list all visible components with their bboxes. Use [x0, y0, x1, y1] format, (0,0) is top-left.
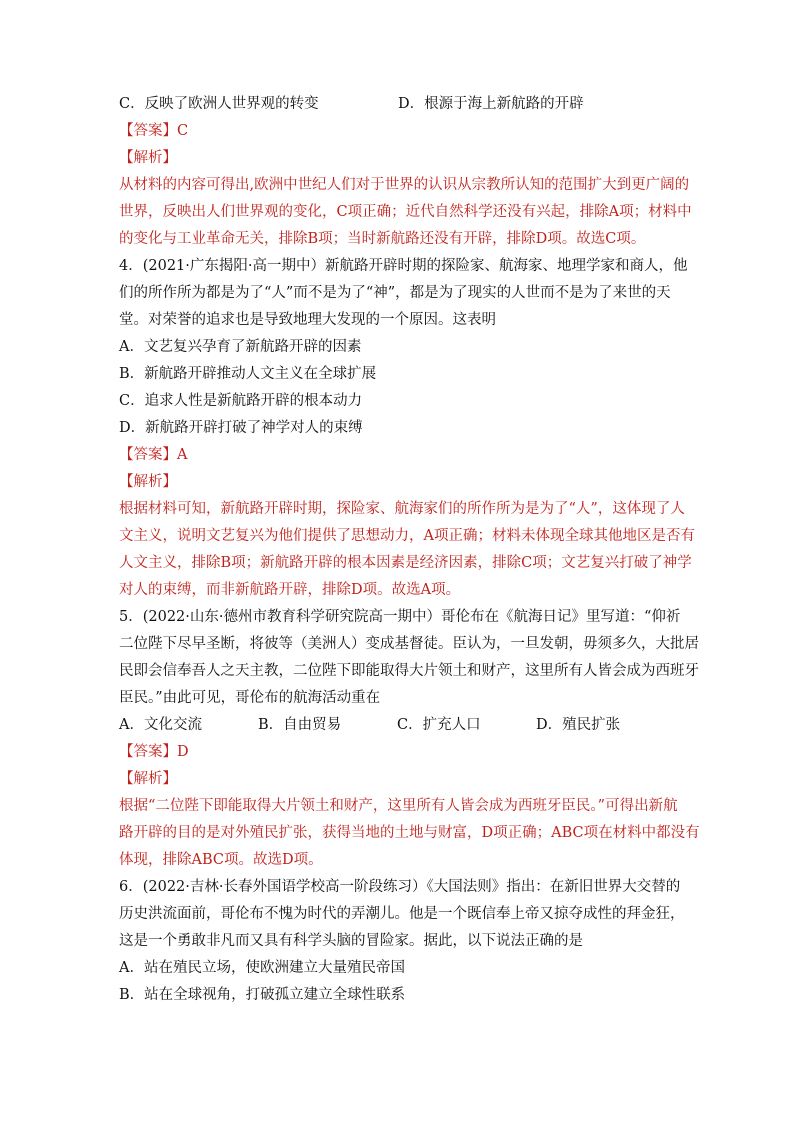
q4-option-b: B．新航路开辟推动人文主义在全球扩展 — [119, 366, 377, 382]
q5-stem-line: 民即会信奉吾人之天主教，二位陛下即能取得大片领土和财产，这里所有人皆会成为西班牙 — [119, 663, 699, 679]
q4-analysis-line: 根据材料可知，新航路开辟时期，探险家、航海家们的所作所为是为了“人”，这体现了人 — [119, 501, 685, 517]
q5-option-c: C．扩充人口 — [397, 717, 481, 733]
q4-analysis-line: 文主义，说明文艺复兴为他们提供了思想动力，A项正确；材料未体现全球其他地区是否有 — [119, 528, 695, 544]
q5-option-b: B．自由贸易 — [258, 717, 342, 733]
q5-stem-line: 臣民。”由此可见，哥伦布的航海活动重在 — [119, 690, 381, 706]
q3-options-row — [119, 91, 679, 118]
q3-option-d: D．根源于海上新航路的开辟 — [398, 96, 584, 112]
q5-stem-line: 5．(2022·山东·德州市教育科学研究院高一期中）哥伦布在《航海日记》里写道：“仰祈 — [119, 609, 681, 625]
q5-answer: 【答案】D — [119, 744, 189, 760]
q5-option-a: A．文化交流 — [119, 717, 202, 733]
q5-analysis-line: 路开辟的目的是对外殖民扩张，获得当地的土地与财富，D项正确；ABC项在材料中都没有 — [119, 825, 700, 841]
q4-option-a: A．文艺复兴孕育了新航路开辟的因素 — [119, 339, 362, 355]
q4-option-d: D．新航路开辟打破了神学对人的束缚 — [119, 420, 363, 436]
q5-option-d: D．殖民扩张 — [536, 717, 621, 733]
q6-option-a: A．站在殖民立场，使欧洲建立大量殖民帝国 — [119, 960, 405, 976]
q3-answer: 【答案】C — [119, 123, 189, 139]
q5-options-row — [119, 712, 679, 739]
q4-analysis-line: 人文主义，排除B项；新航路开辟的根本因素是经济因素，排除C项；文艺复兴打破了神学 — [119, 555, 692, 571]
q4-stem-line: 们的所作所为都是为了“人”而不是为了“神”，都是为了现实的人世而不是为了来世的天 — [119, 285, 671, 301]
q4-stem-line: 4．(2021·广东揭阳·高一期中）新航路开辟时期的探险家、航海家、地理学家和商人，他 — [119, 258, 688, 274]
q4-answer: 【答案】A — [119, 447, 188, 463]
q4-option-c: C．追求人性是新航路开辟的根本动力 — [119, 393, 363, 409]
q4-analysis-line: 对人的束缚，而非新航路开辟，排除D项。故选A项。 — [119, 582, 461, 598]
q5-analysis-label: 【解析】 — [119, 771, 177, 787]
q4-analysis-label: 【解析】 — [119, 474, 177, 490]
q6-option-b: B．站在全球视角，打破孤立建立全球性联系 — [119, 987, 406, 1003]
q3-analysis-line: 从材料的内容可得出,欧洲中世纪人们对于世界的认识从宗教所认知的范围扩大到更广阔的 — [119, 177, 690, 193]
q6-stem-line: 这是一个勇敢非凡而又具有科学头脑的冒险家。据此，以下说法正确的是 — [119, 933, 583, 949]
q3-analysis-line: 世界，反映出人们世界观的变化，C项正确；近代自然科学还没有兴起，排除A项；材料中 — [119, 204, 692, 220]
q5-analysis-line: 根据“二位陛下即能取得大片领土和财产，这里所有人皆会成为西班牙臣民。”可得出新航 — [119, 798, 678, 814]
q5-stem-line: 二位陛下尽早圣断，将彼等（美洲人）变成基督徒。臣认为，一旦发朝，毋须多久，大批居 — [119, 636, 699, 652]
q4-stem-line: 堂。对荣誉的追求也是导致地理大发现的一个原因。这表明 — [119, 312, 496, 328]
q6-stem-line: 历史洪流面前，哥伦布不愧为时代的弄潮儿。他是一个既信奉上帝又掠夺成性的拜金狂， — [119, 906, 685, 922]
page-content — [119, 91, 700, 1009]
q6-stem-line: 6．(2022·吉林·长春外国语学校高一阶段练习）《大国法则》指出：在新旧世界大交替的 — [119, 879, 681, 895]
q3-analysis-label: 【解析】 — [119, 150, 177, 166]
q3-option-c: C．反映了欧洲人世界观的转变 — [119, 96, 319, 112]
q5-analysis-line: 体现，排除ABC项。故选D项。 — [119, 852, 323, 868]
q3-analysis-line: 的变化与工业革命无关，排除B项；当时新航路还没有开辟，排除D项。故选C项。 — [119, 231, 646, 247]
